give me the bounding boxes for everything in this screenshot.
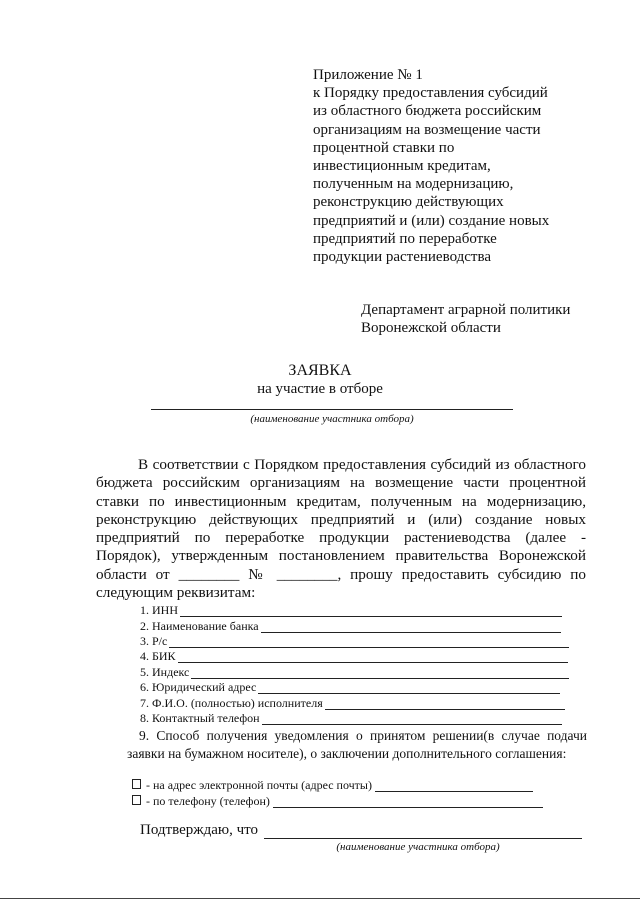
- requisite-label: 3. Р/с: [140, 634, 168, 648]
- requisite-executor: [140, 696, 565, 710]
- appendix-line: продукции растениеводства: [313, 249, 492, 266]
- email-checkbox[interactable]: [132, 779, 141, 789]
- notification-method-text: 9. Способ получения уведомления о принятом решении(в случае подачи заявки на бумажном носителе), о заключении дополнительного соглашения:: [127, 728, 587, 761]
- requisite-label: 2. Наименование банка: [140, 619, 259, 633]
- department-line-1: Департамент аграрной политики: [361, 302, 571, 318]
- appendix-line: реконструкцию действующих: [313, 194, 504, 211]
- phone-checkbox[interactable]: [132, 795, 141, 805]
- department-addressee: [361, 301, 570, 337]
- requisite-label: 1. ИНН: [140, 603, 178, 617]
- appendix-block: [313, 66, 603, 266]
- participant-name-line[interactable]: [151, 409, 513, 410]
- requisite-label: 6. Юридический адрес: [140, 680, 257, 694]
- requisite-label: 5. Индекс: [140, 665, 190, 679]
- requisite-label: 4. БИК: [140, 649, 176, 663]
- body-text: В соответствии с Порядком предоставления субсидий из областного бюджета российским организациям на возмещение части процентной ставки по инвестиционным кредитам, полученным на модернизацию, реконструкцию действующих предприятий и (или) создание новых предприятий по переработке продукции растениеводства (далее - Порядок), утвержденным постановлением правительства Воронежской области от ________ № ________, прошу предоставить субсидию по следующим реквизитам:: [96, 456, 586, 602]
- confirmation: [140, 822, 582, 839]
- confirm-participant-field[interactable]: [264, 824, 582, 839]
- inn-field[interactable]: [180, 605, 562, 617]
- bank-name-field[interactable]: [261, 621, 561, 633]
- bik-field[interactable]: [178, 651, 568, 663]
- requisite-label: 8. Контактный телефон: [140, 711, 260, 725]
- option-phone: [132, 794, 543, 808]
- requisite-legal-address: [140, 680, 560, 694]
- account-field[interactable]: [169, 636, 569, 648]
- requisite-account: [140, 634, 569, 648]
- option-email: [132, 778, 533, 792]
- appendix-line: предприятий по переработке: [313, 230, 497, 247]
- requisite-inn: [140, 603, 562, 617]
- legal-address-field[interactable]: [258, 682, 560, 694]
- requisite-label: 7. Ф.И.О. (полностью) исполнителя: [140, 696, 323, 710]
- contact-phone-field[interactable]: [262, 713, 562, 725]
- application-title: ЗАЯВКА: [288, 362, 352, 379]
- appendix-line: организациям на возмещение части: [313, 121, 541, 138]
- requisite-index: [140, 665, 569, 679]
- confirm-label: Подтверждаю, что: [140, 822, 259, 838]
- executor-name-field[interactable]: [325, 698, 565, 710]
- requisite-phone: [140, 711, 562, 725]
- confirm-caption: (наименование участника отбора): [336, 841, 500, 853]
- department-line-2: Воронежской области: [361, 320, 501, 336]
- option-email-label: - на адрес электронной почты (адрес почты): [146, 778, 372, 792]
- notification-method: [127, 727, 587, 763]
- requisite-bank: [140, 619, 561, 633]
- appendix-line: процентной ставки по: [313, 139, 455, 156]
- appendix-line: к Порядку предоставления субсидий: [313, 85, 548, 102]
- phone-field[interactable]: [273, 796, 543, 808]
- index-field[interactable]: [191, 667, 569, 679]
- participant-caption: (наименование участника отбора): [250, 413, 414, 425]
- appendix-line: предприятий и (или) создание новых: [313, 212, 550, 229]
- appendix-line: инвестиционным кредитам,: [313, 158, 491, 175]
- appendix-line: из областного бюджета российским: [313, 103, 542, 120]
- option-phone-label: - по телефону (телефон): [146, 794, 270, 808]
- page-bottom-rule: [0, 898, 640, 899]
- body-paragraph: [96, 456, 586, 602]
- email-field[interactable]: [375, 780, 533, 792]
- application-subtitle: на участие в отборе: [257, 381, 383, 397]
- appendix-line: Приложение № 1: [313, 67, 423, 83]
- requisite-bik: [140, 649, 568, 663]
- appendix-line: полученным на модернизацию,: [313, 176, 514, 193]
